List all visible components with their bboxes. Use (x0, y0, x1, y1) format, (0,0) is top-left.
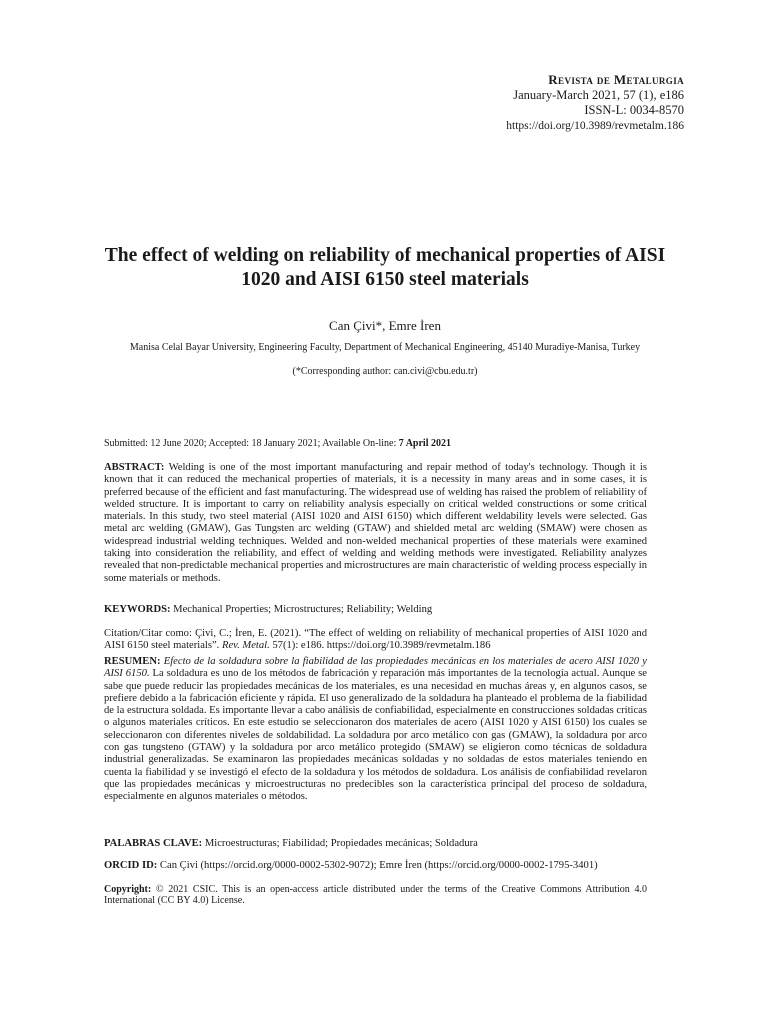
resumen-label: RESUMEN: (104, 656, 161, 667)
abstract-label: ABSTRACT: (104, 462, 165, 473)
abstract-section (104, 462, 647, 585)
keywords-text: Mechanical Properties; Microstructures; Reliability; Welding (173, 604, 433, 615)
palabras-clave-section (104, 838, 647, 850)
resumen-title: Efecto de la soldadura sobre la fiabilidad de las propiedades mecánicas en los materiales de acero AISI 1020 y AISI 6150. (104, 656, 647, 680)
journal-name: Revista de Metalurgia (548, 72, 684, 87)
journal-header (506, 72, 684, 134)
palabras-text: Microestructuras; Fiabilidad; Propiedades mecánicas; Soldadura (204, 838, 478, 849)
keywords-label: KEYWORDS: (104, 604, 171, 615)
citation-journal: Rev. Metal. (221, 640, 270, 652)
abstract-text: Welding is one of the most important manufacturing and repair method of today's technology. Though it is known that it can reduced the mechanical properties of materials, it is a necessity in many areas and in some cases, it is preferred because of the efficient and fast manufacturing. The widespread use of welding has raised the problem of reliability of welded structure. It is important to carry on reliability analysis especially on critical welded constructions or some critical materials. In this study, two steel material (AISI 1020 and AISI 6150) which different weldability levels were selected. Gas metal arc welding (GMAW), Gas Tungsten arc welding (GTAW) and shielded metal arc welding (SMAW) were chosen as widespread industrial welding techniques. Welded and non-welded mechanical properties of these materials were examined taking into consideration the reliability, and effect of welding and welding methods were investigated. Reliability analyzes revealed that non-predictable mechanical properties and microstructures are main characteristic of welding process especially in some materials or methods. (104, 462, 647, 584)
orcid-section (104, 860, 647, 872)
dates-text: Submitted: 12 June 2020; Accepted: 18 January 2021; Available On-line: (104, 438, 399, 449)
citation-section (104, 628, 647, 653)
journal-issue: January-March 2021, 57 (1), e186 (513, 87, 684, 102)
keywords-section (104, 604, 647, 616)
article-title: The effect of welding on reliability of mechanical properties of AISI 1020 and AISI 6150 steel materials (104, 245, 666, 290)
palabras-label: PALABRAS CLAVE: (104, 838, 203, 849)
corresponding-author: (*Corresponding author: can.civi@cbu.edu.tr) (292, 366, 478, 377)
orcid-text: Can Çivi (https://orcid.org/0000-0002-5302-9072); Emre İren (https://orcid.org/0000-0002-1795-3401) (159, 860, 598, 871)
article-authors: Can Çivi*, Emre İren (329, 318, 441, 333)
journal-doi-link[interactable]: https://doi.org/10.3989/revmetalm.186 (506, 119, 684, 132)
citation-suffix: 57(1): e186. https://doi.org/10.3989/revmetalm.186 (269, 640, 491, 652)
online-date: 7 April 2021 (398, 438, 451, 449)
author-affiliation: Manisa Celal Bayar University, Engineering Faculty, Department of Mechanical Engineering, 45140 Muradiye-Manisa, Turkey (129, 342, 641, 353)
copyright-section (104, 884, 647, 906)
resumen-section (104, 656, 647, 804)
citation-text: Citation/Citar como: Çivi, C.; İren, E. (2021). “The effect of welding on reliability of mechanical properties of AISI 1020 and AISI 6150 steel materials”. (104, 628, 647, 652)
copyright-label: Copyright: (104, 884, 152, 895)
submission-dates (104, 438, 664, 449)
resumen-text: La soldadura es uno de los métodos de fabricación y reparación más importantes de la tecnología actual. Aunque se sabe que puede reducir las propiedades mecánicas de los materiales, es una necesidad en muchas áreas y, en algunos casos, se prefiere debido a la fabricación eficiente y rápida. El uso generalizado de la soldadura ha planteado el problema de la fiabilidad de la estructura soldada. Es importante llevar a cabo análisis de confiabilidad, especialmente en construcciones soldadas críticas o algunos materiales críticos. En este estudio se seleccionaron dos materiales de acero (AISI 1020 y AISI 6150) los cuales se seleccionaron con diferentes niveles de soldabilidad. La soldadura por arco metálico con gas (GMAW), la soldadura por arco con gas tungsteno (GTAW) y la soldadura por arco metálico protegido (SMAW) se eligieron como técnicas de soldadura industrial generalizadas. Se examinaron las propiedades mecánicas soldadas y no soldadas de estos materiales teniendo en cuenta la fiabilidad y se investigó el efecto de la soldadura y los métodos de soldadura. Los análisis de confiabilidad revelaron que las propiedades mecánicas y microestructuras no predecibles son la característica principal del proceso de soldadura, especialmente en algunos materiales o métodos. (104, 668, 647, 803)
copyright-text: © 2021 CSIC. This is an open-access article distributed under the terms of the Creative Commons Attribution 4.0 International (CC BY 4.0) License. (104, 884, 647, 906)
journal-issn: ISSN-L: 0034-8570 (584, 103, 684, 117)
orcid-label: ORCID ID: (104, 860, 158, 871)
